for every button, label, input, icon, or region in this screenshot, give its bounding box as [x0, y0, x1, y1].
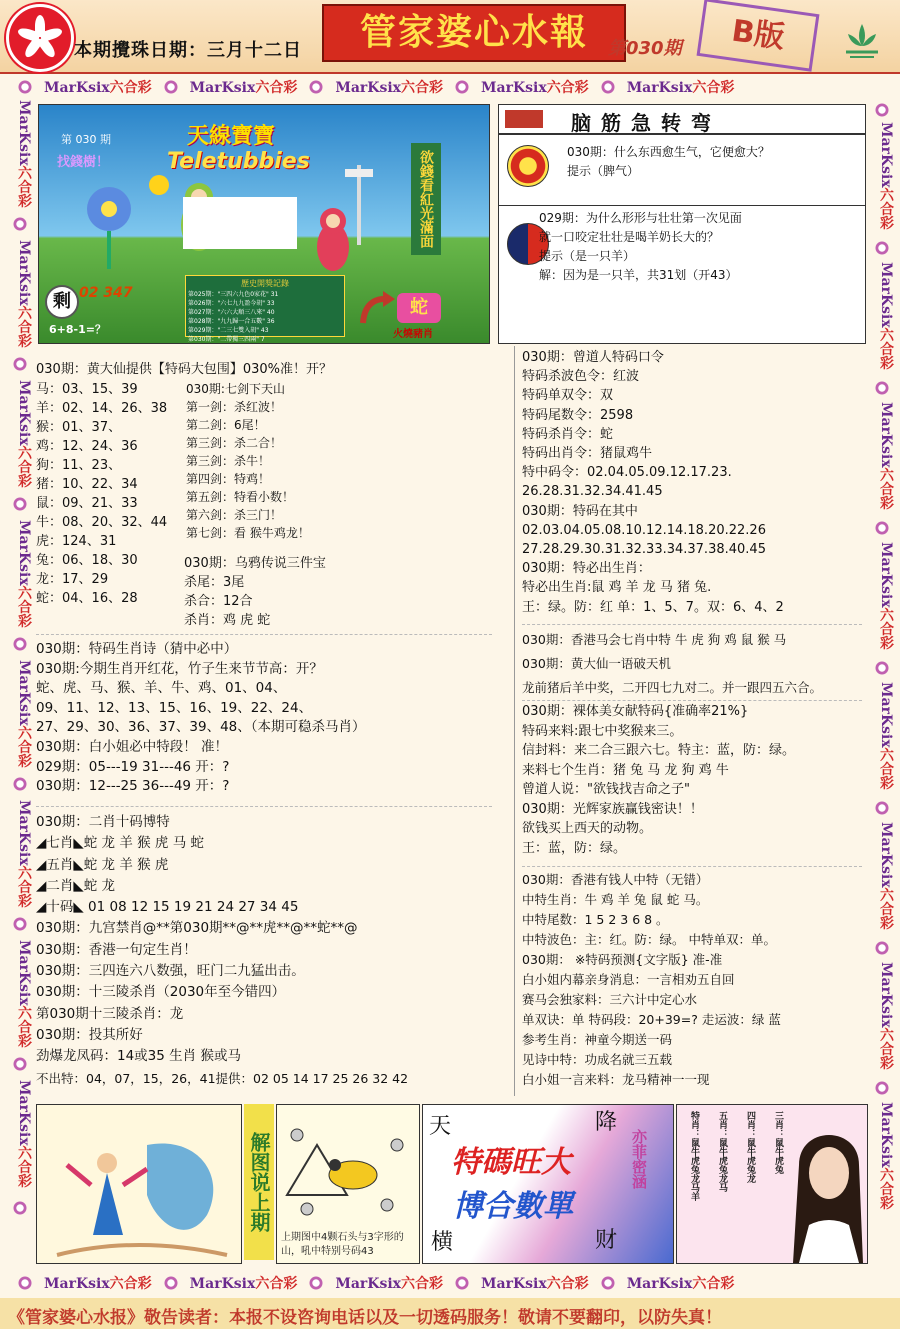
- zodiac-row: 牛：08、20、32、44: [36, 515, 168, 530]
- history-board-row: 第030期："二帶獨三四兩" 7: [188, 336, 265, 343]
- riddle-question-2: 029期：为什么形形与壮壮第一次见面 就一口咬定壮壮是喝羊奶长大的？ 提示（是一只羊） 解：因为是一只羊，共31划（开43）: [539, 211, 742, 282]
- beauty-code-row: 信封料：来二合三跟六七。特主：蓝，防：绿。: [522, 743, 796, 758]
- rich-man-row: 单双诀：单 特码段：20+39=? 走运波：绿 蓝: [522, 1012, 781, 1027]
- flower-icon: [17, 1275, 33, 1291]
- rich-man-row: 中特尾数：1 5 2 3 6 8 。: [522, 912, 669, 927]
- riddle-header: [499, 105, 865, 135]
- flower-plant-illustration: [49, 169, 169, 269]
- rich-man-row: 参考生肖：神童今期送一码: [522, 1032, 673, 1047]
- corner-char: 横: [431, 1230, 454, 1255]
- beauty-code-row: 王：蓝，防：绿。: [522, 840, 627, 856]
- zodiac-row: 蛇：04、16、28: [36, 591, 138, 606]
- brand-label: MarKsix六合彩: [626, 1276, 735, 1292]
- flower-icon: [874, 240, 890, 256]
- rich-man-row: 030期：香港有钱人中特（无错）: [522, 872, 709, 887]
- beauty-code-row: 曾道人说："欲钱找吉命之子": [522, 782, 690, 797]
- history-board-row: 第026期："六七九九盈今胡" 33: [188, 300, 275, 307]
- flower-icon: [12, 776, 28, 792]
- poem-row: 蛇、虎、马、猴、羊、牛、鸡、01、04、: [36, 680, 287, 697]
- zodiac-prediction-panel: [676, 1104, 868, 1264]
- two-zodiac-row: 不出特：04，07，15，26，41提供：02 05 14 17 25 26 32 42: [36, 1070, 409, 1086]
- zeng-row: 02.03.04.05.08.10.12.14.18.20.22.26: [522, 522, 766, 538]
- brand-label: MarKsix六合彩: [189, 1276, 298, 1292]
- zeng-row: 特码出肖令：猪鼠鸡牛: [522, 446, 653, 462]
- brand-label: MarKsix六合彩: [335, 1276, 444, 1292]
- sword-row: 第三剑：杀牛！: [186, 454, 271, 468]
- zeng-row: 26.28.31.32.34.41.45: [522, 484, 663, 500]
- dancer-illustration: [37, 1105, 241, 1263]
- two-zodiac-row: ◢二肖◣蛇 龙: [36, 877, 116, 894]
- seven-swords-list: [186, 380, 310, 542]
- left-text-column: [36, 360, 496, 379]
- flower-icon: [454, 1275, 470, 1291]
- two-zodiac-row: 030期：投其所好: [36, 1026, 143, 1043]
- flower-icon: [12, 496, 28, 512]
- brand-label: MarKsix六合彩: [878, 682, 894, 790]
- rich-man-row: 白小姐一言来料：龙马精神一一现: [522, 1072, 710, 1087]
- edition-stamp: B版: [697, 0, 820, 72]
- two-zodiac-row: ◢五肖◣蛇 龙 羊 猴 虎: [36, 856, 169, 873]
- beauty-code-row: 来料七个生肖：猪 兔 马 龙 狗 鸡 牛: [522, 762, 729, 778]
- remain-numbers: 02 347: [79, 285, 133, 301]
- slogan-line-1: 特碼旺大: [451, 1145, 571, 1180]
- section-divider: [522, 700, 862, 701]
- flower-icon: [163, 1275, 179, 1291]
- rich-man-row: 030期： ※特码预测{文字版} 准-准: [522, 952, 723, 967]
- flower-icon: [874, 800, 890, 816]
- two-zodiac-row: 030期：香港一句定生肖！: [36, 941, 197, 958]
- horse-club-row: 030期：黄大仙一语破天机: [522, 656, 671, 671]
- brand-label: MarKsix六合彩: [44, 80, 152, 96]
- two-zodiac-row: ◢十码◣ 01 08 12 15 19 21 24 27 34 45: [36, 899, 299, 916]
- flower-icon: [163, 79, 179, 95]
- flower-icon: [600, 79, 616, 95]
- flower-icon: [454, 79, 470, 95]
- crow-row: 杀尾：3尾: [184, 575, 245, 590]
- brand-label: MarKsix六合彩: [878, 1102, 894, 1210]
- brand-label: MarKsix六合彩: [16, 660, 32, 768]
- column-separator: [514, 346, 515, 1096]
- zodiac-row: 鸡：12、24、36: [36, 439, 138, 454]
- last-issue-label: 解图说上期: [244, 1104, 274, 1260]
- picture-formula: 6+8-1=？: [49, 323, 106, 336]
- two-zodiac-row: 030期：三四连六八数强，旺门二九猛出击。: [36, 963, 305, 980]
- brand-label: MarKsix六合彩: [878, 122, 894, 230]
- two-zodiac-row: 030期：二肖十码博特: [36, 814, 170, 830]
- rich-man-row: 中特生肖：牛 鸡 羊 兔 鼠 蛇 马。: [522, 892, 709, 907]
- prediction-three: 四肖：鼠牛虎兔龙: [745, 1111, 755, 1183]
- history-board-row: 第028期："九九歸一合五數" 36: [188, 318, 275, 325]
- zeng-row: 030期：特必出生肖：: [522, 561, 651, 577]
- rich-man-row: 见诗中特：功成名就三五载: [522, 1052, 673, 1067]
- prediction-five: 特肖：鼠牛虎兔龙马羊: [689, 1111, 699, 1201]
- section-divider: [522, 866, 862, 867]
- crow-row: 杀肖：鸡 虎 蛇: [184, 613, 271, 628]
- picture-title-en: Teletubbies: [167, 149, 310, 174]
- two-zodiac-row: 030期：九宫禁肖@**第030期**@**虎**@**蛇**@: [36, 920, 358, 937]
- flower-icon: [874, 1080, 890, 1096]
- brand-label: MarKsix六合彩: [878, 962, 894, 1070]
- corner-char: 降: [595, 1110, 618, 1135]
- brand-label: MarKsix六合彩: [189, 80, 298, 96]
- footer: [0, 1298, 900, 1329]
- zeng-row: 特码杀波色令：红波: [522, 369, 640, 385]
- flower-icon: [600, 1275, 616, 1291]
- zodiac-row: 狗：11、23、: [36, 458, 122, 473]
- riddle-title: 脑筋急转弯: [571, 111, 721, 135]
- hong-kong-bauhinia-logo: [6, 4, 74, 72]
- zodiac-row: 猪：10、22、34: [36, 477, 138, 492]
- bottom-brand-banner: [14, 1270, 886, 1296]
- flower-icon: [874, 102, 890, 118]
- two-zodiac-row: 劲爆龙凤码：14或35 生肖 猴或马: [36, 1048, 241, 1065]
- macau-lotus-icon: [840, 18, 884, 62]
- zodiac-row: 虎：124、31: [36, 534, 117, 549]
- poem-row: 030期:今期生肖开红花，竹子生来节节高：开？: [36, 660, 323, 677]
- crow-row: 杀合：12合: [184, 594, 253, 609]
- zeng-row: 特码单双令：双: [522, 388, 614, 404]
- brand-label: MarKsix六合彩: [878, 402, 894, 510]
- zeng-row: 030期：曾道人特码口令: [522, 350, 664, 365]
- header: [0, 0, 900, 74]
- flower-icon: [12, 1200, 28, 1216]
- flower-icon: [874, 940, 890, 956]
- zeng-row: 特码尾数令：2598: [522, 407, 634, 423]
- brand-label: MarKsix六合彩: [878, 262, 894, 370]
- right-brand-strip: [868, 100, 896, 1265]
- zeng-row: 030期：特码在其中: [522, 503, 638, 519]
- section-divider: [36, 806, 492, 807]
- brand-label: MarKsix六合彩: [16, 800, 32, 908]
- poem-row: 030期：12---25 36---49 开：?: [36, 778, 230, 795]
- flower-icon: [12, 636, 28, 652]
- sword-row: 第一剑：杀红波！: [186, 400, 283, 414]
- zodiac-row: 兔：06、18、30: [36, 553, 138, 568]
- brand-label: MarKsix六合彩: [16, 380, 32, 488]
- brand-label: MarKsix六合彩: [16, 240, 32, 348]
- picture-issue-label: 第 030 期: [61, 133, 111, 146]
- zeng-row: 特中码令：02.04.05.09.12.17.23.: [522, 465, 732, 481]
- draw-date: 本期攪珠日期：三月十二日: [74, 40, 302, 61]
- issue-number: 第030期: [608, 38, 682, 59]
- poem-row: 029期：05---19 31---46 开：?: [36, 758, 230, 775]
- riddle-question-1: 030期：什么东西愈生气，它便愈大？ 提示（脾气）: [567, 145, 770, 178]
- brand-label: MarKsix六合彩: [481, 1276, 589, 1292]
- crow-legend-list: [184, 554, 326, 630]
- sword-row: 第六剑：杀三门！: [186, 508, 283, 522]
- corner-char: 财: [595, 1228, 618, 1253]
- horse-club-row: 030期：香港马会七肖中特 牛 虎 狗 鸡 鼠 猴 马: [522, 632, 787, 647]
- beauty-code-row: 特码来料:跟七中奖猴来三。: [522, 723, 683, 739]
- zodiac-row: 猴：01、37、: [36, 420, 122, 435]
- riddle-box: [498, 104, 866, 344]
- poem-row: 09、11、12、13、15、16、19、22、24、: [36, 699, 313, 716]
- sword-row: 第五剑：特看小数！: [186, 490, 295, 504]
- two-zodiac-list: [36, 812, 408, 1089]
- brand-label: MarKsix六合彩: [16, 940, 32, 1048]
- history-board: [185, 275, 345, 343]
- brand-label: MarKsix六合彩: [335, 80, 444, 96]
- woman-portrait: [789, 1125, 867, 1263]
- slogan-side-text: 亦菲密涵: [630, 1129, 648, 1189]
- riddle-header-icon: [505, 110, 543, 128]
- brand-label: MarKsix六合彩: [481, 80, 589, 96]
- zeng-row: 特码杀肖令：蛇: [522, 426, 614, 442]
- picture-vertical-riddle: 欲錢看紅光滿面: [411, 143, 441, 255]
- slogan-panel: [422, 1104, 674, 1264]
- zodiac-row: 龙：17、29: [36, 572, 109, 587]
- brand-label: MarKsix六合彩: [44, 1276, 152, 1292]
- zeng-row: 王：绿。防：红 单：1、5、7。双：6、4、2: [522, 599, 784, 615]
- footer-notice: 《管家婆心水报》敬告读者：本报不设咨询电话以及一切透码服务！敬请不要翻印，以防失真！: [8, 1308, 722, 1328]
- zeng-row: 特必出生肖:鼠 鸡 羊 龙 马 猪 兔.: [522, 580, 712, 596]
- sword-row: 第七剑：看 猴牛鸡龙！: [186, 526, 310, 540]
- brand-label: MarKsix六合彩: [16, 520, 32, 628]
- riddle-divider: [499, 205, 865, 206]
- teletubbies-puzzle-picture: [38, 104, 490, 344]
- horse-club-list: [522, 628, 822, 700]
- history-board-title: 歷史開獎記錄: [241, 279, 289, 288]
- signpost-illustration: [339, 155, 379, 245]
- rich-man-row: 赛马会独家料：三六计中定心水: [522, 992, 698, 1007]
- history-board-row: 第025期："三四六九色0家花" 31: [188, 291, 279, 298]
- brand-label: MarKsix六合彩: [16, 1080, 32, 1188]
- sword-row: 第三剑：杀二合！: [186, 436, 283, 450]
- zodiac-row: 羊：02、14、26、38: [36, 401, 168, 416]
- picture-hint-label: 找錢樹！: [57, 155, 110, 170]
- beauty-code-row: 欲钱买上西天的动物。: [522, 821, 653, 836]
- picture-blank-area: [183, 197, 297, 249]
- section-divider: [522, 624, 862, 625]
- remain-char: 剩: [45, 285, 79, 319]
- sword-row: 030期:七剑下天山: [186, 382, 285, 396]
- corner-char: 天: [429, 1114, 452, 1139]
- zodiac-caption: 火燒豬肖: [393, 329, 433, 340]
- prediction-four: 五肖：鼠牛虎兔龙马: [717, 1111, 727, 1192]
- brand-label: MarKsix六合彩: [878, 822, 894, 930]
- top-brand-banner: [14, 74, 886, 100]
- zodiac-row: 鼠：09、21、33: [36, 496, 138, 511]
- last-issue-picture: [276, 1104, 420, 1264]
- flower-icon: [17, 79, 33, 95]
- zodiac-row: 马：03、15、39: [36, 382, 138, 397]
- two-zodiac-row: 第030期十三陵杀肖：龙: [36, 1005, 184, 1022]
- prediction-two: 三肖：鼠牛虎兔: [773, 1111, 783, 1174]
- poem-row: 030期：白小姐必中特段！ 准！: [36, 738, 229, 755]
- sword-row: 第二剑：6尾！: [186, 418, 266, 432]
- section-divider: [36, 634, 492, 635]
- rich-man-row: 白小姐内幕亲身消息：一言相劝五自回: [522, 972, 735, 987]
- sword-row: 第四剑：特鸡！: [186, 472, 271, 486]
- poem-row: 27、29、30、36、37、39、48、（本期可稳杀马肖）: [36, 719, 366, 736]
- swastika-emblem-icon: [507, 145, 549, 187]
- picture-title: 天線寶寶: [187, 124, 276, 149]
- two-zodiac-row: 030期：十三陵杀肖（2030年至今错四）: [36, 984, 286, 1001]
- horse-club-row: 龙前猪后羊中奖，二开四七九对二。并一跟四五六合。: [522, 680, 823, 695]
- zodiac-poem-list: [36, 640, 366, 797]
- zodiac-number-list: [36, 380, 167, 608]
- paper-title: 管家婆心水報: [322, 4, 626, 62]
- poem-row: 030期：特码生肖诗（猜中必中）: [36, 641, 238, 657]
- flower-icon: [308, 1275, 324, 1291]
- flower-icon: [874, 380, 890, 396]
- flower-icon: [308, 79, 324, 95]
- beauty-code-list: [522, 702, 795, 858]
- brand-label: MarKsix六合彩: [16, 100, 32, 208]
- flower-icon: [874, 660, 890, 676]
- rich-man-list: [522, 870, 781, 1090]
- zodiac-snake-badge: 蛇: [397, 293, 441, 323]
- last-issue-caption: 上期图中4颗石头与3字形的山，吼中特别号码43: [281, 1232, 404, 1257]
- flower-icon: [874, 520, 890, 536]
- history-board-row: 第029期："二三七雙入胡" 43: [188, 327, 269, 334]
- curved-arrow-icon: [357, 289, 397, 329]
- slogan-line-2: 博合數單: [453, 1189, 573, 1224]
- history-board-row: 第027期："六六大順三八來" 40: [188, 309, 275, 316]
- crow-row: 030期：乌鸦传说三件宝: [184, 556, 326, 571]
- dog-and-rocks-illustration: [277, 1105, 419, 1225]
- beauty-code-row: 030期：裸体美女献特码{准确率21%}: [522, 704, 749, 719]
- rich-man-row: 中特波色：主：红。防：绿。 中特单双：单。: [522, 932, 776, 947]
- flower-icon: [12, 356, 28, 372]
- beauty-code-row: 030期：光辉家族赢钱密诀！！: [522, 801, 703, 817]
- brand-label: MarKsix六合彩: [878, 542, 894, 650]
- flower-icon: [12, 216, 28, 232]
- brand-label: MarKsix六合彩: [626, 80, 735, 96]
- left-brand-strip: [6, 100, 34, 1265]
- flower-icon: [12, 1056, 28, 1072]
- dancer-illustration-panel: [36, 1104, 242, 1264]
- special-code-title: 030期：黄大仙提供【特码大包围】030%准！开？: [36, 362, 332, 377]
- right-text-column: [522, 348, 862, 617]
- zeng-row: 27.28.29.30.31.32.33.34.37.38.40.45: [522, 542, 766, 558]
- flower-icon: [12, 916, 28, 932]
- two-zodiac-row: ◢七肖◣蛇 龙 羊 猴 虎 马 蛇: [36, 835, 205, 852]
